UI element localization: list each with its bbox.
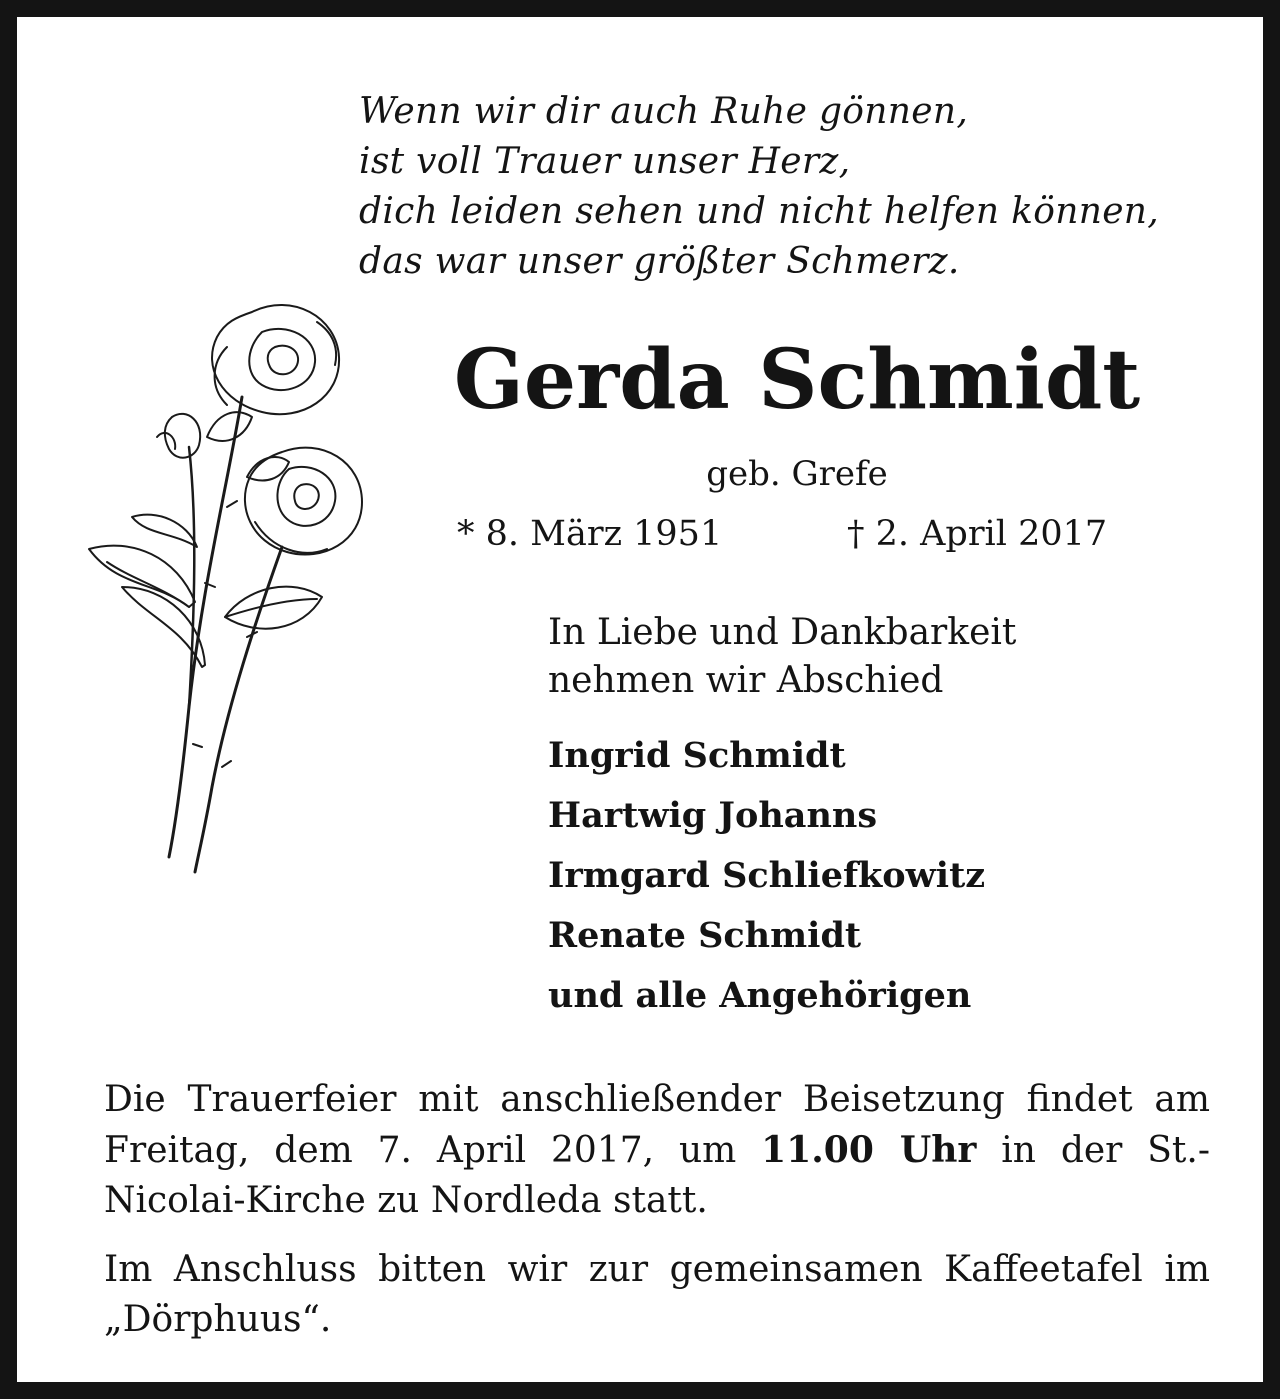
mourner-name: Irmgard Schliefkowitz [548, 855, 986, 896]
farewell-line: In Liebe und Dankbarkeit [548, 612, 1017, 653]
mourner-name: Renate Schmidt [548, 915, 862, 956]
deceased-name: Gerda Schmidt [453, 332, 1141, 428]
poem-line: das war unser größter Schmerz. [359, 241, 960, 282]
maiden-name: geb. Grefe [706, 454, 888, 494]
poem [359, 87, 1239, 287]
rose-bouquet-icon [77, 287, 377, 887]
mourner-name: Hartwig Johanns [548, 795, 878, 836]
poem-line: ist voll Trauer unser Herz, [359, 141, 851, 182]
death-date: † 2. April 2017 [847, 514, 1108, 554]
mourner-name: und alle Angehörigen [548, 975, 972, 1016]
ceremony-text: Die Trauerfeier mit anschließender Beisetzung findet am Freitag, dem 7. April 2017, um [104, 1079, 1210, 1171]
ceremony-time: 11.00 Uhr [761, 1129, 977, 1171]
reception-announcement: Im Anschluss bitten wir zur gemeinsamen Kaffeetafel im „Dörphuus“. [104, 1249, 1210, 1340]
farewell-text [548, 609, 1228, 705]
mourners-list [548, 729, 1228, 1029]
poem-line: dich leiden sehen und nicht helfen können, [359, 191, 1160, 232]
birth-date: * 8. März 1951 [457, 514, 723, 554]
ceremony-announcement [104, 1075, 1210, 1226]
ceremony-location: in der St.-Nicolai-Kirche zu Nordleda statt. [104, 1130, 1210, 1221]
farewell-line: nehmen wir Abschied [548, 660, 944, 701]
poem-line: Wenn wir dir auch Ruhe gönnen, [359, 91, 969, 132]
mourner-name: Ingrid Schmidt [548, 735, 846, 776]
